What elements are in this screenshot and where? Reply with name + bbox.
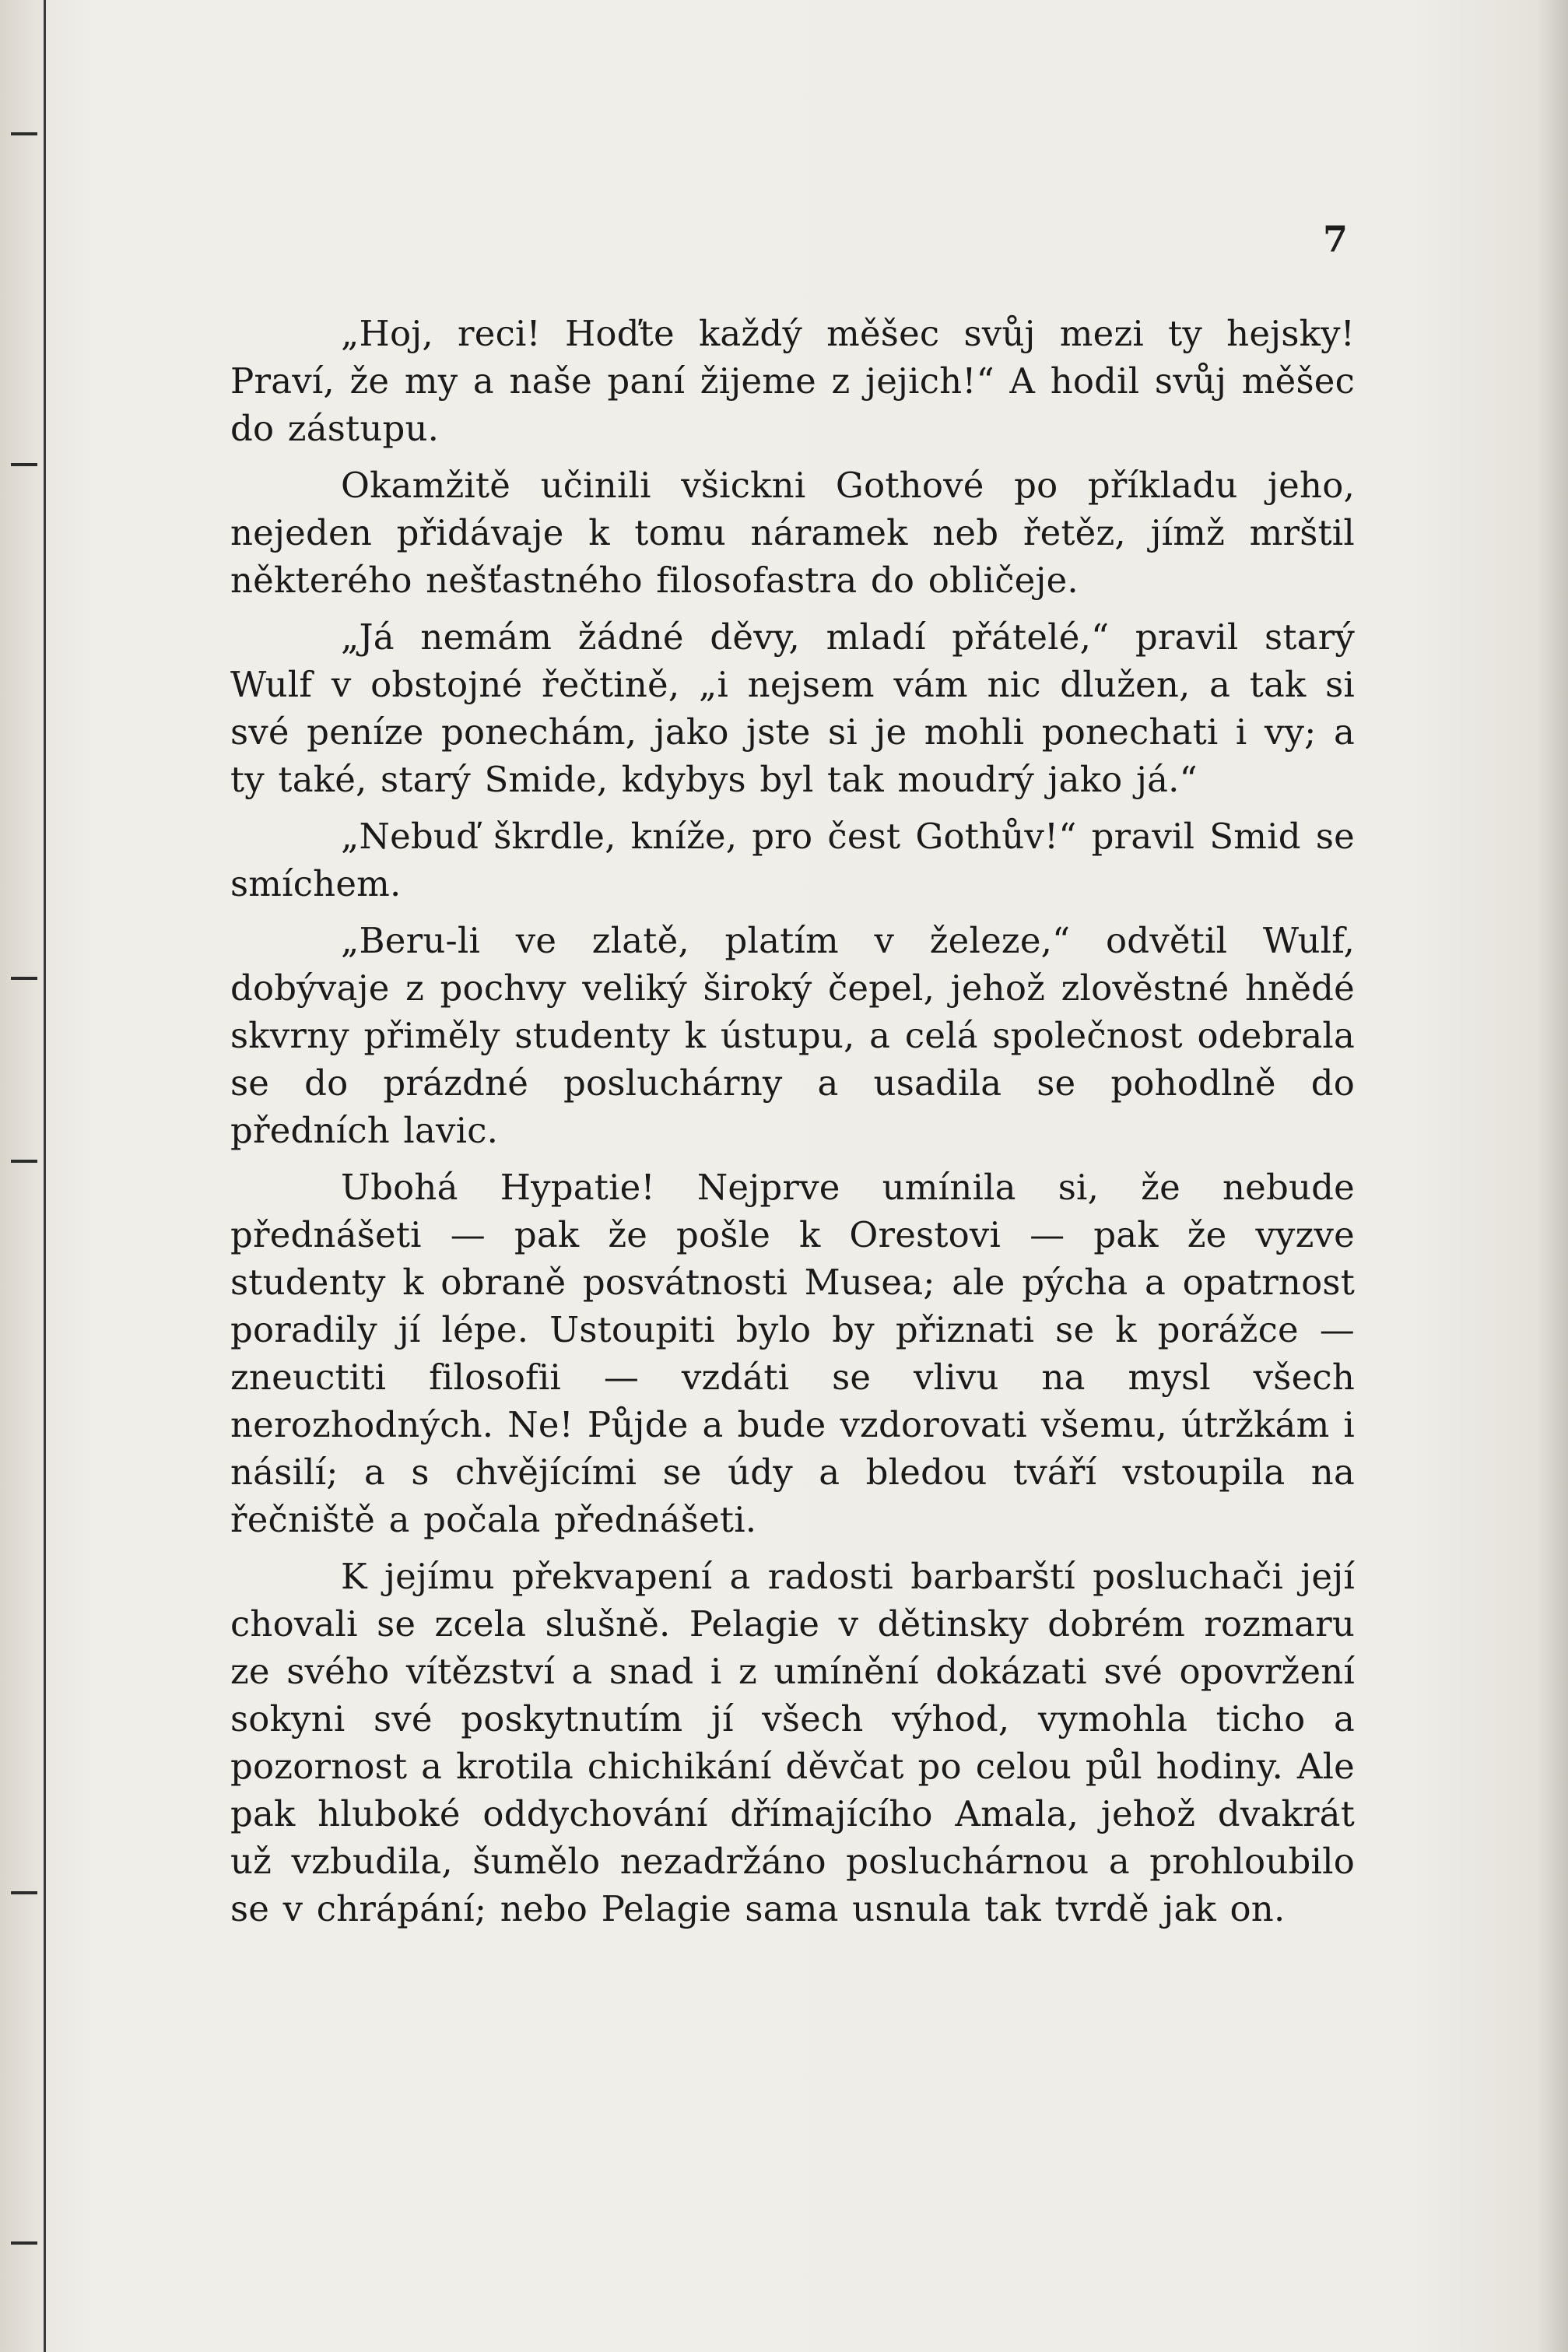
body-text bbox=[230, 310, 1355, 1933]
paragraph: „Já nemám žádné děvy, mladí přátelé,“ pravil starý Wulf v obstojné řečtině, „i nejsem vám nic dlužen, a tak si své peníze ponechám, jako jste si je mohli ponechati i vy; a ty také, starý Smide, kdybys byl tak moudrý jako já.“ bbox=[230, 616, 1355, 800]
binding-mark bbox=[11, 463, 37, 466]
paragraph: „Nebuď škrdle, kníže, pro čest Gothův!“ pravil Smid se smíchem. bbox=[230, 816, 1355, 904]
page-shadow-edge bbox=[1537, 0, 1568, 2352]
paragraph: „Hoj, reci! Hoďte každý měšec svůj mezi ty hejsky! Praví, že my a naše paní žijeme z jejich!“ A hodil svůj měšec do zástupu. bbox=[230, 313, 1355, 449]
page-number: 7 bbox=[1323, 218, 1349, 260]
binding-mark bbox=[11, 1891, 37, 1894]
paragraph: Ubohá Hypatie! Nejprve umínila si, že nebude přednášeti — pak že pošle k Orestovi — pak že vyzve studenty k obraně posvátnosti Musea; ale pýcha a opatrnost poradily jí lépe. Ustoupiti bylo by přiznati se k porážce — zneuctiti filosofii — vzdáti se vlivu na mysl všech nerozhodných. Ne! Půjde a bude vzdorovati všemu, útržkám i násilí; a s chvějícími se údy a bledou tváří vstoupila na řečniště a počala přednášeti. bbox=[230, 1167, 1355, 1540]
page-binding-edge bbox=[0, 0, 46, 2352]
paragraph: K jejímu překvapení a radosti barbarští posluchači její chovali se zcela slušně. Pelagie v dětinsky dobrém rozmaru ze svého vítězství a snad i z umínění dokázati své opovržení sokyni své poskytnutím jí všech výhod, vymohla ticho a pozornost a krotila chichikání děvčat po celou půl hodiny. Ale pak hluboké oddychování dřímajícího Amala, jehož dvakrát už vzbudila, šumělo nezadržáno posluchárnou a prohloubilo se v chrápání; nebo Pelagie sama usnula tak tvrdě jak on. bbox=[230, 1556, 1355, 1929]
paragraph: Okamžitě učinili všickni Gothové po příkladu jeho, nejeden přidávaje k tomu náramek neb řetěz, jímž mrštil některého nešťastného filosofastra do obličeje. bbox=[230, 465, 1355, 601]
binding-mark bbox=[11, 977, 37, 980]
binding-mark bbox=[11, 1160, 37, 1163]
binding-mark bbox=[11, 132, 37, 135]
paragraph: „Beru-li ve zlatě, platím v železe,“ odvětil Wulf, dobývaje z pochvy veliký široký čepel, jehož zlověstné hnědé skvrny přiměly studenty k ústupu, a celá společnost odebrala se do prázdné posluchárny a usadila se pohodlně do předních lavic. bbox=[230, 920, 1355, 1151]
binding-mark bbox=[11, 2241, 37, 2245]
